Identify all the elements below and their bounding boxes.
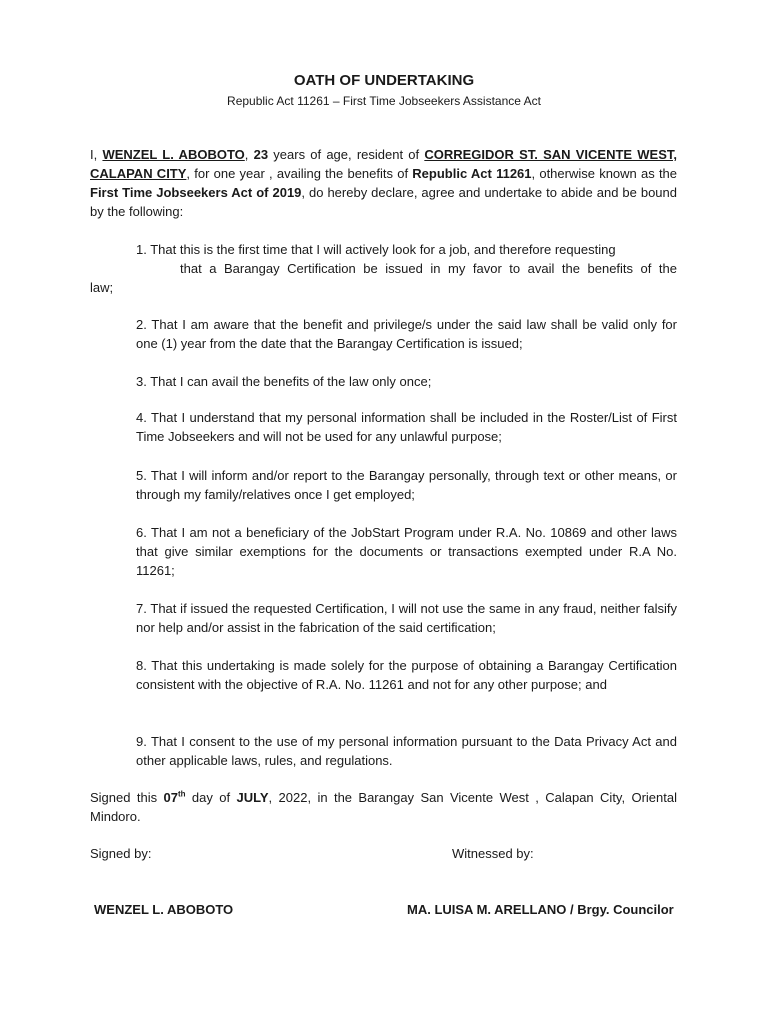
signing-day: 07th [163,789,186,805]
undertaking-item-6: 6. That I am not a beneficiary of the JobStart Program under R.A. No. 10869 and other laws that give similar exemptions for the documents or transactions exempted under R.A No. 11261; [136,525,677,578]
item-1-line-1: 1. That this is the first time that I will actively look for a job, and therefore requesting [136,242,616,257]
declarant-name: WENZEL L. ABOBOTO [102,147,245,162]
document-subtitle: Republic Act 11261 – First Time Jobseekers Assistance Act [227,94,541,108]
undertaking-item-2: 2. That I am aware that the benefit and privilege/s under the said law shall be valid only for one (1) year from the date that the Barangay Certification is issued; [136,317,677,351]
intro-text: I, [90,147,103,162]
undertaking-item-7: 7. That if issued the requested Certification, I will not use the same in any fraud, neither falsify nor help and/or assist in the fabrication of the said certification; [136,601,677,635]
undertaking-item-1 [90,240,677,297]
item-1-line-2: that a Barangay Certification be issued in my favor to avail the benefits of the [180,261,677,276]
signed-by-label: Signed by: [90,846,152,861]
act-number: Republic Act 11261 [412,166,532,181]
undertaking-item-3: 3. That I can avail the benefits of the law only once; [136,374,432,389]
intro-text: , do hereby declare, agree and undertake to abide and be bound by the following: [90,185,677,219]
act-name: First Time Jobseekers Act of 2019 [90,185,302,200]
intro-text: , otherwise known as the [531,166,678,181]
undertaking-item-9: 9. That I consent to the use of my personal information pursuant to the Data Privacy Act and other applicable laws, rules, and regulations. [136,734,677,768]
undertaking-item-4: 4. That I understand that my personal information shall be included in the Roster/List of First Time Jobseekers and will not be used for any unlawful purpose; [136,410,677,444]
intro-text: , [244,147,254,162]
undertaking-item-5: 5. That I will inform and/or report to the Barangay personally, through text or other means, or through my family/relatives once I get employed; [136,468,677,502]
signer-name: WENZEL L. ABOBOTO [94,902,234,917]
witness-name: MA. LUISA M. ARELLANO / Brgy. Councilor [407,902,674,917]
undertaking-item-8: 8. That this undertaking is made solely for the purpose of obtaining a Barangay Certification consistent with the objective of R.A. No. 11261 and not for any other purpose; and [136,658,677,692]
signing-statement [90,788,677,826]
signing-text: , 2022, in the Barangay San Vicente West , Calapan City, Oriental Mindoro. [90,790,677,824]
signing-text: Signed this [90,790,164,805]
document-title: OATH OF UNDERTAKING [293,72,475,89]
declarant-address: CORREGIDOR ST. SAN VICENTE WEST, CALAPAN CITY [90,147,677,181]
intro-paragraph [90,145,677,221]
signing-month: JULY [236,790,269,805]
item-1-line-3: law; [90,280,114,295]
declarant-age: 23 [253,147,269,162]
intro-text: , for one year , availing the benefits of [186,166,413,181]
witnessed-by-label: Witnessed by: [452,846,534,861]
intro-text: years of age, resident of [268,147,425,162]
signing-text: day of [185,790,237,805]
